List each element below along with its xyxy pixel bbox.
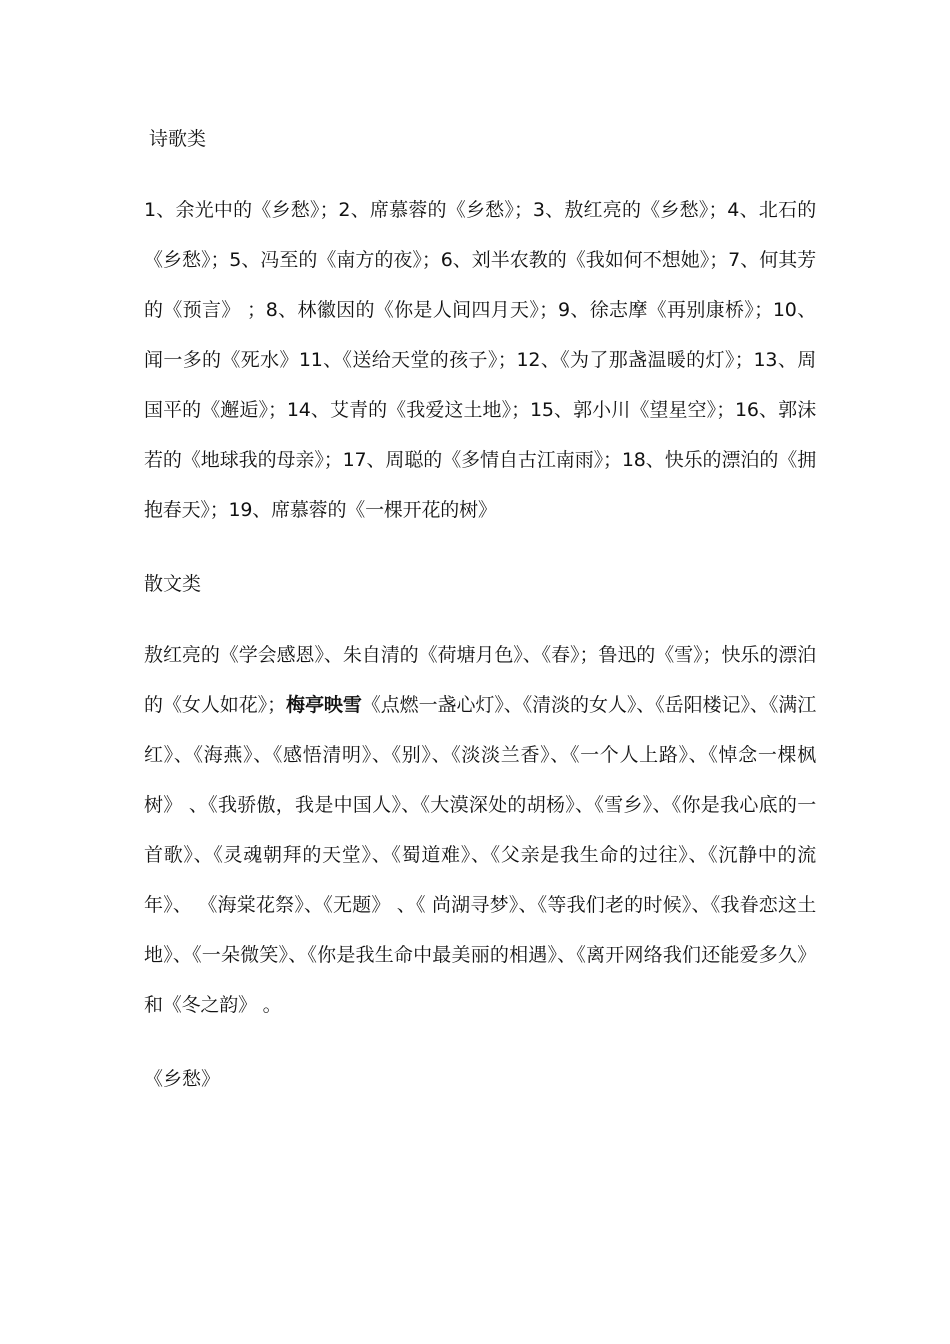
prose-bold-author: 梅亭映雪 [285,694,362,716]
prose-list-text-continued: 《点燃一盏心灯》、《清淡的女人》、《岳阳楼记》、《满江红》、《海燕》、《感悟清明》、《别》、《淡淡兰香》、《一个人上路》、《悼念一棵枫树》 、《我骄傲，我是中国人》、《大漠深处的胡杨》、《雪乡》、《你是我心底的一首歌》、《灵魂朝拜的天堂》、《蜀道难》、《父亲是我生命的过往》、《沉静中的流年》、 《海棠花祭》、《无题》 、《 尚湖寻梦》、《等我们老的时候》、《我眷恋这土地》、《一朵微笑》、《你是我生命中最美丽的相遇》、《离开网络我们还能爱多久》和《冬之韵》 。 [144,694,816,1016]
prose-section-heading: 散文类 [144,573,202,595]
poetry-section-heading: 诗歌类 [149,128,207,150]
prose-list-paragraph [144,630,816,1030]
poem-title: 《乡愁》 [144,1068,221,1090]
poetry-list-paragraph: 1、余光中的《乡愁》；2、席慕蓉的《乡愁》；3、敖红亮的《乡愁》；4、北石的《乡愁》；5、冯至的《南方的夜》；6、刘半农教的《我如何不想她》；7、何其芳的《预言》 ；8、林徽因的《你是人间四月天》；9、徐志摩《再别康桥》；10、闻一多的《死水》11、《送给天堂的孩子》；12、《为了那盏温暖的灯》；13、周国平的《邂逅》；14、艾青的《我爱这土地》；15、郭小川《望星空》；16、郭沫若的《地球我的母亲》；17、周聪的《多情自古江南雨》；18、快乐的漂泊的《拥抱春天》；19、席慕蓉的《一棵开花的树》 [144,199,816,521]
prose-list-text: 敖红亮的《学会感恩》、朱自清的《荷塘月色》、《春》；鲁迅的《雪》；快乐的漂泊的《女人如花》； [144,644,816,716]
